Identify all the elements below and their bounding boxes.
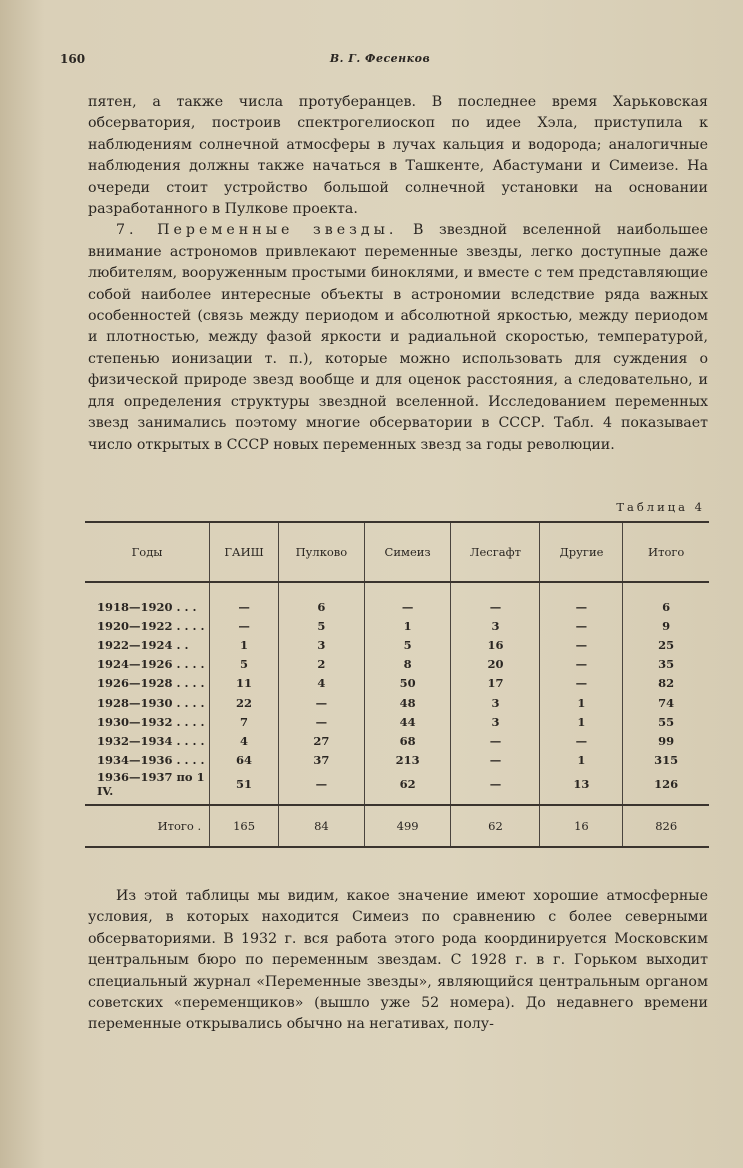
count-cell: 315: [623, 751, 709, 770]
count-cell: —: [210, 616, 279, 635]
header-cell: Годы: [85, 522, 210, 582]
count-cell: 6: [623, 582, 709, 616]
count-cell: 25: [623, 635, 709, 654]
count-cell: —: [364, 582, 451, 616]
count-cell: 1: [540, 712, 623, 731]
paragraph-variable-stars: [88, 220, 708, 455]
running-title: В. Г. Фесенков: [329, 52, 431, 65]
count-cell: 3: [451, 693, 540, 712]
year-range-cell: 1928—1930 . . . .: [97, 695, 205, 710]
count-cell: 3: [451, 712, 540, 731]
count-cell: —: [540, 635, 623, 654]
count-cell: 62: [364, 770, 451, 805]
year-range-cell: 1922—1924 . .: [97, 637, 189, 652]
count-cell: 16: [451, 635, 540, 654]
table-header-row: [85, 522, 709, 582]
page-number: 160: [60, 52, 86, 66]
count-cell: —: [451, 582, 540, 616]
count-cell: 82: [623, 674, 709, 693]
count-cell: —: [540, 655, 623, 674]
header-cell: Итого: [623, 522, 709, 582]
count-cell: 3: [451, 616, 540, 635]
header-cell: ГАИШ: [210, 522, 279, 582]
table-row: [85, 616, 709, 635]
count-cell: 5: [278, 616, 364, 635]
count-cell: —: [540, 582, 623, 616]
count-cell: 50: [364, 674, 451, 693]
year-range-cell: 1924—1926 . . . .: [97, 657, 205, 672]
table-row: [85, 770, 709, 805]
section-text: В звездной вселенной наибольшее внимание астрономов привлекают переменные звезды, легко доступные даже любителям, вооруженным простыми биноклями, и вместе с тем представляющие собой наиболее интересные объекты в астрономии вследствие ряда важных особенностей (связь между периодом и абсолютной яркостью, между периодом и плотностью, между фазой яркости и радиальной скоростью, температурой, степенью ионизации т. п.), которые можно использовать для суждения о физической природе звезд вообще и для оценок расстояния, а следовательно, и для определения структуры звездной вселенной. Исследованием переменных звезд занимались поэтому многие обсерватории в СССР. Табл. 4 показывает число открытых в СССР новых переменных звезд за годы революции.: [88, 222, 709, 453]
table-row: [85, 712, 709, 731]
table-row: [85, 635, 709, 654]
count-cell: —: [278, 770, 364, 805]
count-cell: 126: [623, 770, 709, 805]
count-cell: 213: [364, 751, 451, 770]
header-cell: Лесгафт: [451, 522, 540, 582]
paragraph-conclusion: Из этой таблицы мы видим, какое значение имеют хорошие атмосферные условия, в которых находится Симеиз по сравнению с более северными обсерваториями. В 1932 г. вся работа этого рода координируется Московским центральным бюро по переменным звездам. С 1928 г. в г. Горьком выходит специальный журнал «Переменные звезды», являющийся центральным органом советских «переменщиков» (вышло уже 52 номера). До недавнего времени переменные открывались обычно на негативах, полу-: [88, 888, 708, 1033]
count-cell: 13: [540, 770, 623, 805]
count-cell: —: [540, 616, 623, 635]
count-cell: 51: [210, 770, 279, 805]
count-cell: 3: [278, 635, 364, 654]
count-cell: 2: [278, 655, 364, 674]
total-value-cell: 499: [364, 805, 451, 847]
table-body: [85, 582, 709, 847]
count-cell: 6: [278, 582, 364, 616]
year-range-cell: 1920—1922 . . . .: [97, 618, 205, 633]
count-cell: 22: [210, 693, 279, 712]
paragraph-sun: пятен, а также числа протуберанцев. В последнее время Харьковская обсерватория, построив спектрогелиоскоп по идее Хэла, приступила к наблюдениям солнечной атмосферы в лучах кальция и водорода; аналогичные наблюдения должны также начаться в Ташкенте, Абастумани и Симеизе. На очереди стоит устройство большой солнечной установки на основании разработанного в Пулкове проекта.: [88, 94, 708, 218]
header-cell: Симеиз: [364, 522, 451, 582]
count-cell: —: [540, 731, 623, 750]
count-cell: 68: [364, 731, 451, 750]
header-cell: Пулково: [278, 522, 364, 582]
count-cell: 48: [364, 693, 451, 712]
total-row: [85, 805, 709, 847]
table-row: [85, 731, 709, 750]
count-cell: 55: [623, 712, 709, 731]
count-cell: 37: [278, 751, 364, 770]
total-value-cell: 165: [210, 805, 279, 847]
count-cell: 9: [623, 616, 709, 635]
total-value-cell: 16: [540, 805, 623, 847]
total-value-cell: 84: [278, 805, 364, 847]
table-caption: Таблица 4: [616, 500, 705, 514]
count-cell: 35: [623, 655, 709, 674]
count-cell: 20: [451, 655, 540, 674]
year-range-cell: 1918—1920 . . .: [97, 599, 197, 614]
year-range-cell: 1936—1937 по 1 IV.: [97, 769, 205, 798]
year-range-cell: 1934—1936 . . . .: [97, 753, 205, 768]
year-range-cell: 1926—1928 . . . .: [97, 676, 205, 691]
count-cell: 11: [210, 674, 279, 693]
total-label-cell: Итого .: [85, 805, 210, 847]
count-cell: 5: [364, 635, 451, 654]
count-cell: —: [451, 731, 540, 750]
year-range-cell: 1930—1932 . . . .: [97, 714, 205, 729]
count-cell: —: [278, 693, 364, 712]
count-cell: 5: [210, 655, 279, 674]
bottom-text-block: [88, 886, 708, 1036]
table-row: [85, 751, 709, 770]
count-cell: 1: [540, 751, 623, 770]
count-cell: 44: [364, 712, 451, 731]
page-header: [60, 52, 700, 72]
count-cell: —: [451, 770, 540, 805]
top-text-block: [88, 92, 708, 456]
year-range-cell: 1932—1934 . . . .: [97, 733, 205, 748]
table-row: [85, 582, 709, 616]
table-row: [85, 655, 709, 674]
table-row: [85, 674, 709, 693]
count-cell: —: [451, 751, 540, 770]
header-cell: Другие: [540, 522, 623, 582]
count-cell: 99: [623, 731, 709, 750]
count-cell: 27: [278, 731, 364, 750]
count-cell: 1: [364, 616, 451, 635]
count-cell: 8: [364, 655, 451, 674]
table-row: [85, 693, 709, 712]
count-cell: 4: [210, 731, 279, 750]
variable-stars-table: [85, 521, 709, 848]
count-cell: 17: [451, 674, 540, 693]
count-cell: 1: [540, 693, 623, 712]
count-cell: —: [540, 674, 623, 693]
total-value-cell: 826: [623, 805, 709, 847]
total-value-cell: 62: [451, 805, 540, 847]
count-cell: —: [278, 712, 364, 731]
section-heading: 7. Переменные звезды.: [116, 222, 398, 239]
count-cell: 64: [210, 751, 279, 770]
count-cell: 74: [623, 693, 709, 712]
count-cell: 1: [210, 635, 279, 654]
count-cell: —: [210, 582, 279, 616]
count-cell: 4: [278, 674, 364, 693]
count-cell: 7: [210, 712, 279, 731]
